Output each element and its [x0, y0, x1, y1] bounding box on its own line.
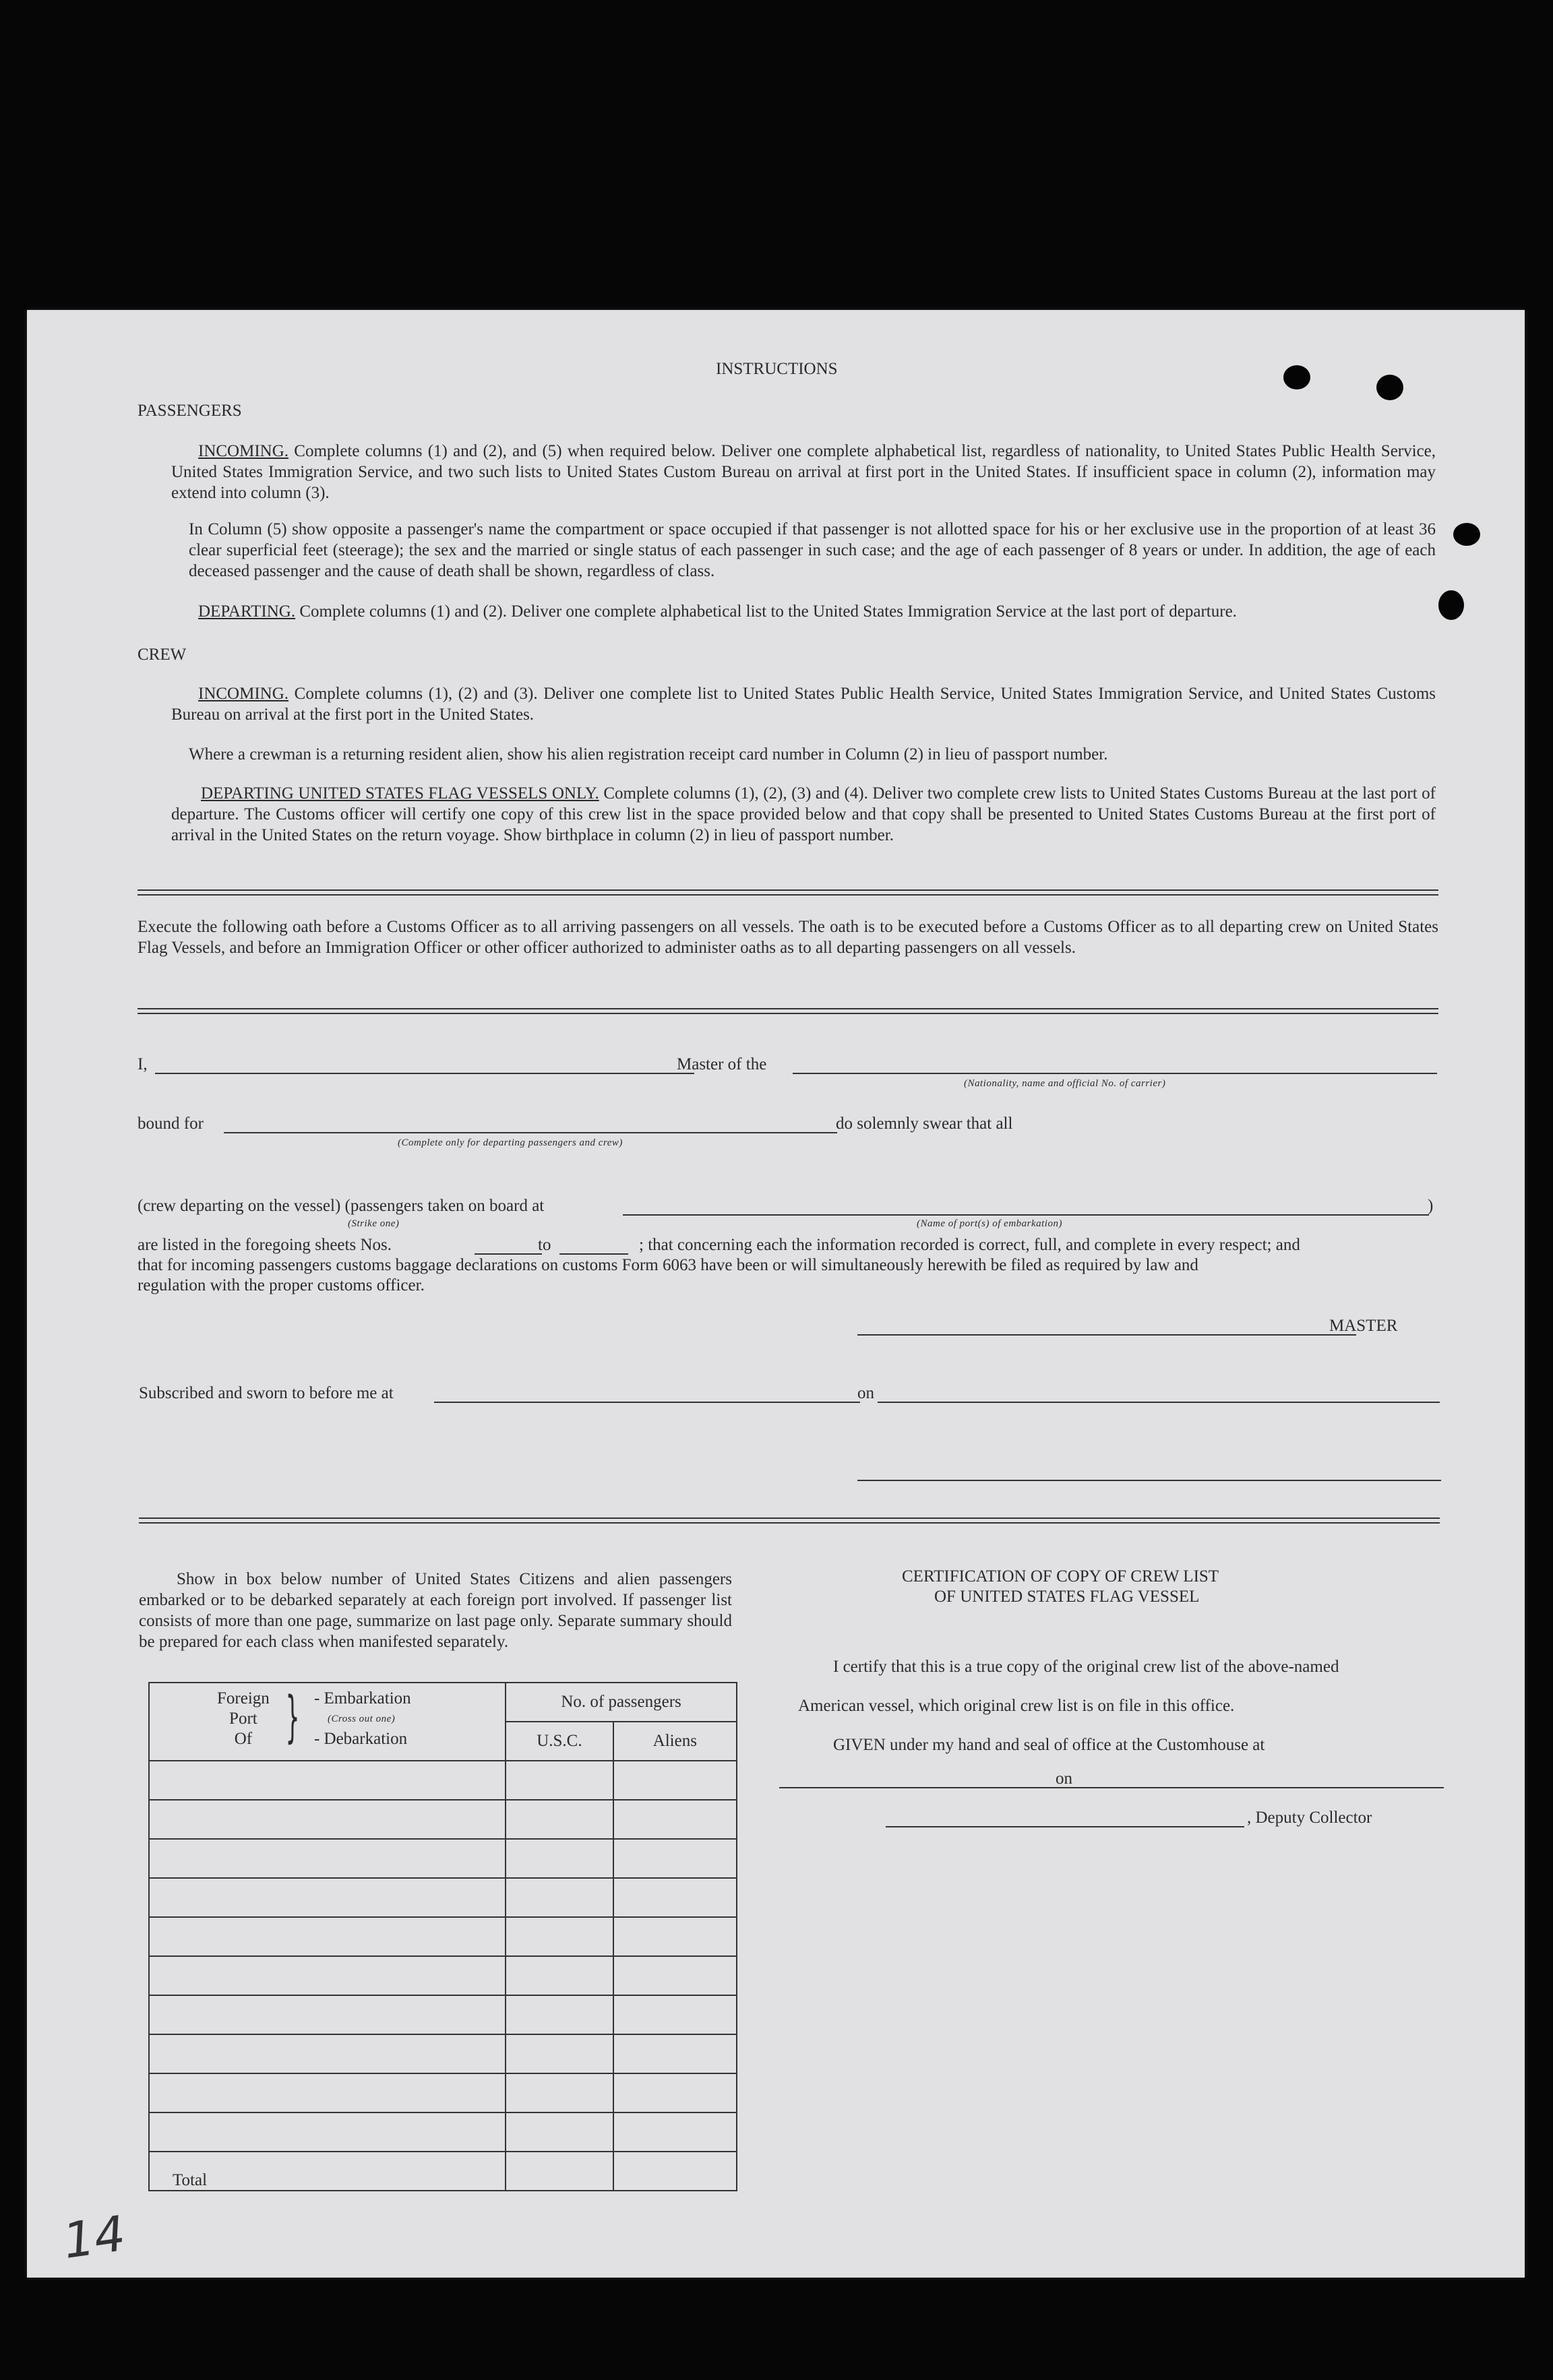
port-cell[interactable] — [149, 1761, 506, 1800]
crew-flag-text: Complete columns (1), (2), (3) and (4). Deliver two complete crew lists to United States Customs Bureau at the last port of departure. The Customs officer will certify one copy of this crew list in the space provided below and that copy shall be presented to United States Customs Bureau at the first port of arrival in the United States on the return voyage. Show birthplace in column (2) in lieu of passport number. — [171, 784, 1436, 844]
certification-title-1: CERTIFICATION OF COPY OF CREW LIST — [902, 1567, 1219, 1586]
usc-cell[interactable] — [506, 1878, 613, 1917]
usc-header: U.S.C. — [506, 1722, 613, 1761]
port-cell[interactable] — [149, 1995, 506, 2034]
customhouse-field[interactable] — [779, 1787, 1080, 1788]
aliens-cell[interactable] — [613, 1800, 737, 1839]
port-cell[interactable] — [149, 1800, 506, 1839]
punch-hole — [1438, 590, 1464, 620]
certification-title-2: OF UNITED STATES FLAG VESSEL — [934, 1588, 1200, 1606]
summary-instructions: Show in box below number of United States Citizens and alien passengers embarked or to be debarked separately at each foreign port involved. If passenger list consists of more than one page, summarize on last page only. Separate summary should be prepared for each class when manifested separately. — [139, 1570, 732, 1651]
aliens-cell[interactable] — [613, 2034, 737, 2073]
punch-hole — [1453, 523, 1480, 546]
passengers-incoming-text: Complete columns (1) and (2), and (5) when required below. Deliver one complete alphabetical list, regardless of nationality, to United States Public Health Service, United States Immigration Service, and two such lists to United States Custom Bureau on arrival at first port in the United States. If insufficient space in column (2), information may extend into column (3). — [171, 442, 1436, 502]
divider — [138, 889, 1438, 896]
embarkation-label: - Embarkation — [313, 1689, 411, 1708]
aliens-cell[interactable] — [613, 2073, 737, 2112]
usc-cell[interactable] — [506, 1956, 613, 1995]
port-cell[interactable] — [149, 2112, 506, 2152]
master-of-the-label: Master of the — [677, 1055, 767, 1073]
usc-cell[interactable] — [506, 1995, 613, 2034]
port-cell[interactable] — [149, 2073, 506, 2112]
table-row — [149, 1878, 737, 1917]
port-cell[interactable] — [149, 1839, 506, 1878]
subscribed-on-label: on — [857, 1384, 874, 1402]
to-label: to — [538, 1236, 551, 1254]
foreign-label: Foreign — [217, 1689, 270, 1708]
form-sheet — [27, 310, 1525, 2278]
usc-cell[interactable] — [506, 2073, 613, 2112]
regulation-text: regulation with the proper customs officer. — [138, 1276, 425, 1294]
crew-incoming-paragraph — [171, 683, 1436, 725]
subscribed-text: Subscribed and sworn to before me at — [139, 1384, 394, 1402]
passengers-departing-paragraph — [171, 601, 1436, 622]
certification-date-field[interactable] — [1076, 1787, 1444, 1788]
port-cell[interactable] — [149, 1956, 506, 1995]
port-cell[interactable] — [149, 1878, 506, 1917]
no-passengers-header: No. of passengers — [506, 1683, 737, 1722]
crew-resident-paragraph: Where a crewman is a returning resident alien, show his alien registration receipt card number in Column (2) in lieu of passport number. — [189, 745, 1108, 763]
subscribed-place-field[interactable] — [434, 1402, 860, 1403]
table-row — [149, 1917, 737, 1956]
passengers-incoming-label: INCOMING. — [198, 442, 289, 460]
cross-out-hint: (Cross out one) — [327, 1714, 396, 1724]
column5-paragraph: In Column (5) show opposite a passenger's name the compartment or space occupied if that passenger is not allotted space for his or her exclusive use in the proportion of at least 36 clear superficial feet (steerage); the sex and the married or single status of each passenger in such case; and the age of each passenger of 8 years or under. In addition, the age of each deceased passenger and the cause of death shall be shown, regardless of class. — [189, 520, 1436, 580]
of-label: Of — [234, 1730, 253, 1748]
bound-for-field[interactable] — [224, 1132, 837, 1133]
usc-cell[interactable] — [506, 1839, 613, 1878]
aliens-cell[interactable] — [613, 1761, 737, 1800]
table-row — [149, 1800, 737, 1839]
table-row — [149, 1839, 737, 1878]
port-hint: (Name of port(s) of embarkation) — [917, 1218, 1062, 1229]
table-row — [149, 2034, 737, 2073]
aliens-cell[interactable] — [613, 1839, 737, 1878]
debarkation-label: - Debarkation — [313, 1730, 408, 1748]
sheet-to-field[interactable] — [559, 1253, 628, 1255]
usc-cell[interactable] — [506, 2034, 613, 2073]
bound-for-hint: (Complete only for departing passengers and crew) — [398, 1137, 623, 1148]
certify-line-2: American vessel, which original crew list is on file in this office. — [798, 1697, 1235, 1715]
usc-cell[interactable] — [506, 1800, 613, 1839]
certify-line-1: I certify that this is a true copy of the original crew list of the above-named — [833, 1658, 1339, 1676]
usc-cell[interactable] — [506, 2112, 613, 2152]
divider — [138, 1008, 1438, 1014]
total-label: Total — [149, 2152, 506, 2191]
passengers-incoming-paragraph — [171, 441, 1436, 503]
port-cell[interactable] — [149, 2034, 506, 2073]
divider — [139, 1517, 1440, 1524]
crew-heading: CREW — [138, 646, 187, 664]
crew-flag-paragraph — [171, 783, 1436, 846]
swear-text: do solemnly swear that all — [836, 1115, 1013, 1133]
certification-on-label: on — [1056, 1770, 1072, 1788]
vessel-field[interactable] — [793, 1073, 1437, 1074]
correct-text: ; that concerning each the information recorded is correct, full, and complete in every respect; and — [639, 1236, 1300, 1254]
port-cell[interactable] — [149, 1917, 506, 1956]
passengers-departing-text: Complete columns (1) and (2). Deliver one complete alphabetical list to the United States Immigration Service at the last port of departure. — [299, 602, 1237, 621]
punch-hole — [1376, 375, 1403, 400]
oath-instructions: Execute the following oath before a Customs Officer as to all arriving passengers on all vessels. The oath is to be executed before a Customs Officer as to all departing crew on United States Flag Vessels, and before an Immigration Officer or other officer authorized to administer oaths as to all departing passengers on all vessels. — [138, 918, 1438, 957]
given-line: GIVEN under my hand and seal of office at the Customhouse at — [833, 1736, 1265, 1754]
port-label: Port — [229, 1710, 257, 1728]
passenger-summary-table — [148, 1682, 737, 2191]
total-row — [149, 2152, 737, 2191]
usc-cell[interactable] — [506, 1917, 613, 1956]
deputy-collector-label: , Deputy Collector — [1247, 1809, 1372, 1827]
master-label: MASTER — [1329, 1317, 1398, 1335]
strike-one-hint: (Strike one) — [348, 1218, 400, 1229]
crew-departing-text: (crew departing on the vessel) (passengers taken on board at — [138, 1197, 545, 1215]
aliens-header: Aliens — [613, 1722, 737, 1761]
vessel-field-hint: (Nationality, name and official No. of carrier) — [964, 1078, 1166, 1089]
aliens-cell[interactable] — [613, 1878, 737, 1917]
table-row — [149, 1956, 737, 1995]
master-name-field[interactable] — [155, 1073, 694, 1074]
subscribed-date-field[interactable] — [878, 1402, 1440, 1403]
handwritten-page-mark: 14 — [59, 2205, 129, 2269]
oath-i: I, — [138, 1055, 148, 1073]
deputy-collector-signature-field[interactable] — [886, 1826, 1244, 1827]
listed-in-text: are listed in the foregoing sheets Nos. — [138, 1236, 392, 1254]
table-row — [149, 1995, 737, 2034]
aliens-cell[interactable] — [613, 1995, 737, 2034]
close-paren: ) — [1428, 1197, 1434, 1215]
crew-incoming-text: Complete columns (1), (2) and (3). Deliver one complete list to United States Public Health Service, United States Immigration Service, and United States Customs Bureau on arrival at the first port in the United States. — [171, 685, 1436, 724]
table-row — [149, 2073, 737, 2112]
punch-hole — [1283, 365, 1310, 389]
passengers-heading: PASSENGERS — [138, 402, 242, 420]
aliens-total-cell[interactable] — [613, 2152, 737, 2191]
sheet-from-field[interactable] — [475, 1253, 542, 1255]
usc-cell[interactable] — [506, 1761, 613, 1800]
officer-signature-field[interactable] — [857, 1480, 1441, 1481]
passengers-departing-label: DEPARTING. — [198, 602, 296, 621]
baggage-text: that for incoming passengers customs baggage declarations on customs Form 6063 have been or will simultaneously herewith be filed as required by law and — [138, 1256, 1198, 1274]
embarkation-port-field[interactable] — [623, 1214, 1429, 1216]
usc-total-cell[interactable] — [506, 2152, 613, 2191]
table-row — [149, 1761, 737, 1800]
aliens-cell[interactable] — [613, 1917, 737, 1956]
foreign-port-header — [149, 1683, 506, 1761]
instructions-title: INSTRUCTIONS — [716, 360, 838, 378]
bound-for-label: bound for — [138, 1115, 204, 1133]
aliens-cell[interactable] — [613, 2112, 737, 2152]
crew-flag-label: DEPARTING UNITED STATES FLAG VESSELS ONLY. — [201, 784, 599, 803]
aliens-cell[interactable] — [613, 1956, 737, 1995]
brace-icon: } — [285, 1685, 300, 1749]
table-row — [149, 2112, 737, 2152]
crew-incoming-label: INCOMING. — [198, 685, 289, 703]
master-signature-field[interactable] — [857, 1334, 1356, 1336]
